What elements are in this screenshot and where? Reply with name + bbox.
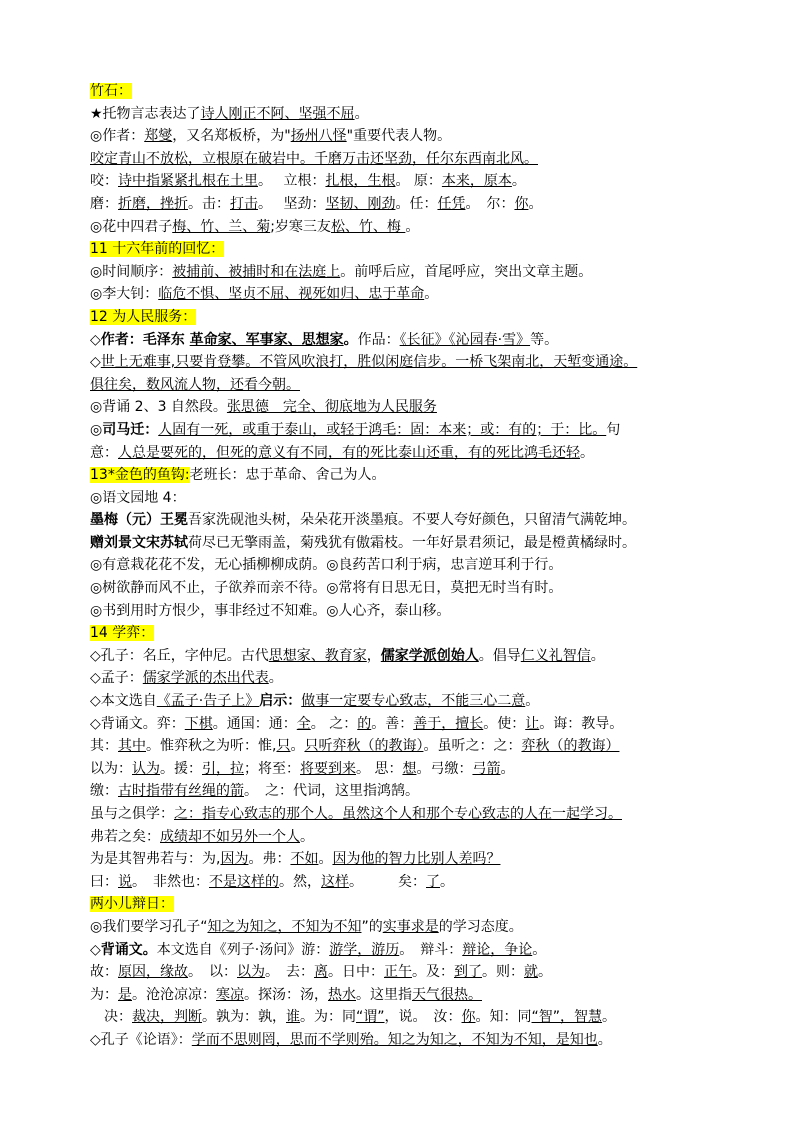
text-run: 。为：同	[300, 1009, 356, 1026]
underlined-text: 《孟子·告子上》	[156, 693, 260, 710]
text-run: 。倡导	[478, 647, 521, 664]
underlined-text: 将要到来	[300, 760, 356, 777]
text-run: 咬：	[90, 173, 118, 190]
underlined-text: 松、竹、梅	[330, 218, 406, 235]
underlined-text: 坚韧、刚劲	[325, 195, 396, 212]
text-run: 意：	[90, 444, 118, 461]
text-run: 。	[424, 286, 439, 303]
note-line	[90, 170, 710, 193]
note-line	[90, 351, 710, 374]
text-run: 。善：	[371, 715, 414, 732]
text-run: 决：	[90, 1009, 132, 1026]
section-heading	[90, 622, 710, 645]
text-run: 。	[290, 738, 305, 755]
text-run: 。通国：通：	[212, 715, 297, 732]
text-run: 弗若之矣：	[90, 828, 160, 845]
underlined-text: ：固：本来；或：有的；于：比。	[396, 421, 607, 438]
text-run: 。	[602, 1009, 617, 1026]
note-line	[90, 961, 710, 984]
underlined-text: 寒凉	[216, 986, 244, 1003]
underlined-text: 实事求是	[382, 918, 439, 935]
text-run: ◇孔子：名丘，字仲尼。古代	[90, 647, 269, 664]
section-heading	[90, 306, 710, 329]
text-run: ◇	[90, 354, 101, 371]
text-run: 。击：	[188, 195, 230, 212]
text-run: ，	[366, 647, 381, 664]
underlined-text: 扬州八怪	[290, 128, 347, 145]
underlined-text: 善于，擅长	[413, 715, 484, 732]
section-heading	[90, 80, 710, 103]
underlined-text: 原因，缘故	[118, 964, 188, 981]
text-run: ◎李大钊：	[90, 286, 159, 303]
text-run: ◎书到用时方恨少，事非经过不知难。◎人心齐，泰山移。	[90, 602, 451, 619]
underlined-text: 本来，原本	[441, 173, 512, 190]
text-run: 。则：	[482, 964, 524, 981]
text-run: 。	[525, 693, 540, 710]
text-run: 虽与之俱学：	[90, 806, 174, 822]
underlined-text: 张思德 完全、彻底地为人民服务	[226, 399, 437, 416]
heading-text: 11 十六年前的回忆：	[90, 241, 225, 258]
underlined-text: 诗中指紧紧扎根在土里	[118, 173, 258, 190]
text-run: ◇本文选自	[90, 693, 157, 710]
section-heading	[90, 893, 710, 916]
note-line	[90, 216, 710, 239]
underlined-text: 其中	[118, 738, 146, 755]
underlined-text: 思想家、教育家	[268, 647, 367, 664]
text-run: 。弓缴：	[416, 760, 473, 777]
underlined-text: 以为	[237, 964, 265, 981]
underlined-text: 古时指带有丝绳的箭	[118, 783, 244, 800]
text-run: 。 坚劲：	[258, 195, 326, 212]
underlined-text: 谁	[286, 1009, 300, 1026]
note-line	[90, 487, 710, 510]
text-run: 。惟弈秋之为听：惟,	[146, 738, 277, 755]
heading-text: 12 为人民服务：	[90, 308, 197, 325]
text-run: 。 非然也：	[132, 873, 209, 890]
text-run: 。然，	[279, 873, 321, 890]
text-run: 。弗：	[248, 851, 291, 868]
text-run: 。探汤：汤，	[244, 986, 328, 1003]
text-run: 句	[606, 421, 621, 438]
text-run: 其：	[90, 738, 118, 755]
note-line	[90, 826, 710, 849]
underlined-text: 全	[296, 715, 311, 732]
text-run: 。前呼后应，首尾呼应，突出文章主题。	[340, 263, 593, 280]
note-line	[90, 690, 710, 713]
text-run: 本文选自《列子·汤问》游：	[156, 941, 330, 958]
heading-text: 两小儿辩日：	[90, 896, 174, 913]
text-run: 。	[268, 670, 283, 687]
underlined-text: 俱往矣，数风流人物，还看今朝。	[90, 376, 300, 393]
text-run: 墨梅（元）王冕	[90, 512, 188, 529]
text-run: 。 矣：	[349, 873, 426, 890]
note-line	[90, 1006, 710, 1029]
note-line	[90, 1029, 710, 1052]
note-line	[90, 645, 710, 668]
underlined-text: 弈秋（的教诲）	[521, 738, 620, 755]
text-run: 。	[405, 218, 420, 235]
underlined-text: 认为	[132, 760, 160, 777]
note-line	[90, 577, 710, 600]
heading-text: 13*金色的鱼钩:	[90, 467, 190, 484]
note-line	[90, 329, 710, 352]
underlined-text: 咬定青山不放松，立根原在破岩中。千磨万击还坚劲，任尔东西南北风。	[90, 150, 538, 167]
underlined-text: 引，拉	[202, 760, 244, 777]
text-run: "重要代表人物。	[346, 128, 452, 145]
text-run: ◎树欲静而风不止，子欲养而亲不待。◎常将有日思无日，莫把无时当有时。	[90, 580, 563, 597]
underlined-text: 仁义礼智信	[520, 647, 591, 664]
text-run: 的学习态度。	[438, 918, 523, 935]
text-run: 。任：	[395, 195, 438, 212]
underlined-text: 《长征》《沁园春·雪》	[399, 331, 531, 348]
text-run: 启示：	[259, 693, 302, 710]
text-run: 。沧沧凉凉：	[132, 986, 216, 1003]
text-run: 为：	[90, 986, 118, 1003]
text-run: 。 之：	[310, 715, 358, 732]
text-run: 。	[532, 941, 547, 958]
text-run: ◇背诵文。	[90, 941, 157, 958]
underlined-text: 因为他的智力比别人差吗？	[332, 851, 501, 868]
text-run: 吾家洗砚池头树，朵朵花开淡墨痕。不要人夸好颜色，只留清气满乾坤。	[188, 512, 636, 529]
underlined-text: 扎根，生根	[325, 173, 396, 190]
underlined-text: 郑燮	[144, 128, 173, 145]
text-run: 磨：	[90, 195, 118, 212]
underlined-text: 让	[525, 715, 540, 732]
text-run: 。 立根：	[258, 173, 326, 190]
underlined-text: “智”，智慧	[531, 1009, 603, 1026]
text-run: ◇背诵文。弈：	[90, 715, 185, 732]
underlined-text: 是	[118, 986, 132, 1003]
note-line	[90, 916, 710, 939]
text-run: ◎我们要学习孔子“	[90, 918, 208, 935]
note-line	[90, 283, 710, 306]
text-run: 。日中：	[328, 964, 384, 981]
text-run: ★托物言志表达了	[90, 105, 201, 122]
text-run: ◎作者：	[90, 128, 145, 145]
text-run: 。 以：	[188, 964, 237, 981]
underlined-text: 下棋	[184, 715, 213, 732]
underlined-text: 儒家学派的杰出代表	[142, 670, 269, 687]
text-run: 。	[500, 760, 515, 777]
text-run: 。	[343, 331, 358, 348]
text-run: 。 尔：	[465, 195, 515, 212]
text-run: 作品：	[357, 331, 400, 348]
note-line	[90, 871, 710, 894]
underlined-text: 了	[426, 873, 440, 890]
note-line	[90, 374, 710, 397]
text-run: 。 去：	[265, 964, 314, 981]
underlined-text: 说	[118, 873, 132, 890]
text-run: 。虽听之：之：	[423, 738, 522, 755]
underlined-text: 不是这样的	[209, 873, 279, 890]
text-run: 以为：	[90, 760, 132, 777]
note-line	[90, 419, 710, 442]
text-run: ◎花中四君子	[90, 218, 173, 235]
underlined-text: 世上无难事,只要肯登攀。不管风吹浪打，胜似闲庭信步。一桥飞架南北，天堑变通途。	[100, 354, 638, 371]
text-run: ◎时间顺序：	[90, 263, 173, 280]
text-run: ，又名郑板桥，为"	[172, 128, 291, 145]
underlined-text: 游学，游历	[329, 941, 400, 958]
note-line	[90, 780, 710, 803]
text-run: 。 原：	[395, 173, 442, 190]
underlined-text: 被捕前、被捕时和在法庭上	[172, 263, 341, 280]
study-notes	[90, 80, 710, 1052]
underlined-text: 热水	[328, 986, 356, 1003]
note-line	[90, 532, 710, 555]
note-line	[90, 803, 710, 826]
text-run: 曰：	[90, 873, 118, 890]
section-heading	[90, 464, 710, 487]
text-run: ；将至：	[244, 760, 300, 777]
text-run: 。使：	[483, 715, 526, 732]
text-run: 。	[440, 873, 454, 890]
note-line	[90, 758, 710, 781]
note-line	[90, 148, 710, 171]
underlined-text: 到了	[454, 964, 482, 981]
underlined-text: 人总是要死的，但死的意义有不同，有的死比泰山还重，有的死比鸿毛还轻	[118, 444, 580, 461]
underlined-text: “谓”	[356, 1009, 385, 1026]
text-run: 。	[354, 105, 369, 122]
note-line	[90, 554, 710, 577]
text-run: 。	[511, 173, 526, 190]
underlined-text: 成绩却不如另外一个人	[160, 828, 300, 845]
note-line	[90, 396, 710, 419]
underlined-text: 梅、竹、兰、菊	[172, 218, 271, 235]
note-line	[90, 261, 710, 284]
text-run: ◎背诵 2、3 自然段。	[90, 399, 227, 416]
heading-text: 竹石：	[90, 83, 132, 99]
text-run: 荷尽已无擎雨盖，菊残犹有傲霜枝。一年好景君须记，最是橙黄橘绿时。	[188, 534, 636, 551]
underlined-text: 人固有一死，或重于泰山，或轻于鸿毛	[158, 421, 397, 438]
note-line	[90, 984, 710, 1007]
text-run: ”的	[361, 918, 383, 935]
text-run: 。援：	[160, 760, 202, 777]
underlined-text: 临危不惧、坚贞不屈、视死如归、忠于革命	[158, 286, 425, 303]
note-line	[90, 442, 710, 465]
underlined-text: 折磨，挫折	[118, 195, 188, 212]
text-run: ◇孟子：	[90, 670, 143, 687]
underlined-text: 任凭	[437, 195, 466, 212]
note-line	[90, 193, 710, 216]
underlined-text: 不如	[290, 851, 319, 868]
underlined-text: 正午	[384, 964, 412, 981]
text-run: 。诲：教导。	[539, 715, 624, 732]
text-run: 缴：	[90, 783, 118, 800]
text-run: ◎司马迁：	[90, 421, 159, 438]
text-run: 等。	[530, 331, 559, 348]
underlined-text: 因为	[220, 851, 249, 868]
text-run: 。知：同	[475, 1009, 532, 1026]
text-run: ◎有意栽花花不发，无心插柳柳成荫。◎良药苦口利于病，忠言逆耳利于行。	[90, 557, 563, 574]
text-run: 老班长：忠于革命、舍己为人。	[189, 467, 386, 484]
text-run: ，说。 汝：	[384, 1009, 462, 1026]
text-run: 。孰为：孰，	[202, 1009, 286, 1026]
note-line	[90, 939, 710, 962]
underlined-text: 就	[524, 964, 538, 981]
section-heading	[90, 238, 710, 261]
underlined-text: 这样	[321, 873, 349, 890]
underlined-text: 你	[514, 195, 529, 212]
text-run: 。这里指	[356, 986, 412, 1003]
note-line	[90, 713, 710, 736]
underlined-text: 之：指专心致志的那个人。虽然这个人和那个专心致志的人在一起学习。	[174, 806, 622, 822]
underlined-text: 做事一定要专心致志，不能三心二意	[301, 693, 526, 710]
text-run: 。	[597, 1031, 612, 1048]
note-line	[90, 509, 710, 532]
underlined-text: 裁决，判断	[132, 1009, 202, 1026]
text-run: 。 之：代词，这里指鸿鹄。	[244, 783, 419, 800]
text-run: 。	[318, 851, 333, 868]
underlined-text: 弓箭	[472, 760, 501, 777]
note-line	[90, 125, 710, 148]
text-run: 。	[590, 647, 605, 664]
underlined-text: 你	[461, 1009, 476, 1026]
text-run: ◇孔子《论语》：	[90, 1031, 192, 1048]
underlined-text: 打击	[230, 195, 258, 212]
text-run: 。	[300, 828, 314, 845]
text-run: 。 思：	[356, 760, 403, 777]
underlined-text: 只听弈秋（的教诲）	[304, 738, 424, 755]
underlined-text: 知之为知之，不知为不知	[207, 918, 362, 935]
underlined-text: 想	[402, 760, 417, 777]
text-run: 。	[580, 444, 594, 461]
underlined-text: 儒家学派创始人	[380, 647, 479, 664]
note-line	[90, 600, 710, 623]
note-line	[90, 667, 710, 690]
underlined-text: 只	[276, 738, 291, 755]
underlined-text: 离	[314, 964, 328, 981]
text-run: 。及：	[412, 964, 454, 981]
underlined-text: 的	[357, 715, 372, 732]
text-run: 。	[528, 195, 543, 212]
heading-text: 14 学弈：	[90, 625, 155, 642]
underlined-text: 天气很热。	[412, 986, 482, 1003]
note-line	[90, 735, 710, 758]
text-run: ◇作者：毛泽东	[90, 331, 190, 348]
note-line	[90, 848, 710, 871]
underlined-text: 辩论，争论	[462, 941, 533, 958]
underlined-text: 诗人刚正不阿、坚强不屈	[200, 105, 355, 122]
text-run: 赠刘景文宋苏轼	[90, 534, 188, 551]
text-run: 。	[538, 964, 552, 981]
text-run: ;岁寒三友	[270, 218, 331, 235]
text-run: 为是其智弗若与：为,	[90, 851, 221, 868]
text-run: 。 辩斗：	[399, 941, 463, 958]
text-run: 故：	[90, 964, 118, 981]
text-run: ◎语文园地 4：	[90, 489, 186, 506]
note-line	[90, 103, 710, 126]
underlined-text: 学而不思则罔，思而不学则殆。知之为知之，不知为不知，是知也	[191, 1031, 598, 1048]
underlined-text: 革命家、军事家、思想家	[189, 331, 344, 348]
